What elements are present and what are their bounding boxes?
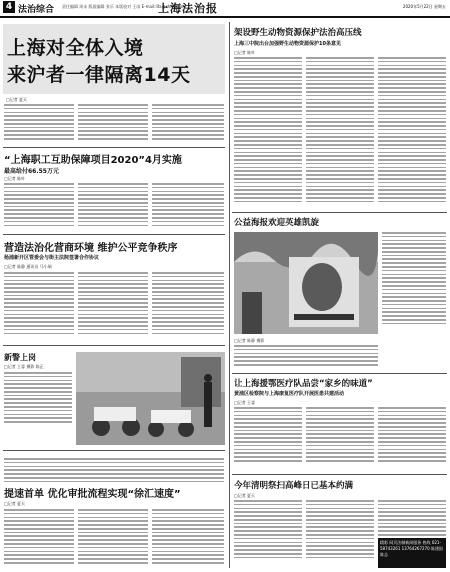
issue-date: 2020年5月22日 星期五: [402, 4, 446, 9]
divider: [232, 373, 447, 374]
wildlife-subtitle: 上海三中院出台加强野生动物资源保护10条意见: [234, 41, 341, 47]
lead-title-line-1: 上海对全体入境: [7, 37, 144, 59]
mutual-body-col-2: [78, 183, 148, 226]
column-divider: [229, 22, 230, 568]
business-subtitle: 杨浦新开区管委会与街主法院签署合作协议: [4, 255, 100, 261]
section-title: 法治综合: [18, 5, 55, 15]
medical-body-col-1: [234, 407, 302, 462]
mutual-body-col-3: [152, 183, 224, 226]
business-byline: □记者 陈静 通讯员 马小瑞: [4, 264, 52, 269]
jiading-body-col-3: [152, 509, 224, 564]
mutual-subtitle: 最高给付66.55万元: [4, 168, 59, 175]
business-body-col-3: [152, 272, 224, 334]
medical-body-col-2: [306, 407, 374, 462]
mutual-title: “上海职工互助保障项目2020”4月实施: [4, 155, 182, 166]
jiading-body-col-2: [78, 509, 148, 564]
business-body-col-2: [78, 272, 148, 334]
wildlife-body-col-3: [378, 57, 446, 202]
editor-info: 责任编辑 周末 版面编辑 张乐 本版校对 王雨 E-mail:lifa@shfzb.com: [62, 4, 187, 9]
divider: [3, 450, 225, 451]
qingming-body-col-3: [378, 500, 446, 536]
heroes-caption: □记者 陈静 摄影: [234, 338, 265, 343]
medical-subtitle: 黄浦区检察院与上海康复医疗队开展医患共建活动: [234, 391, 345, 397]
qingming-byline: □记者 夏天: [234, 493, 256, 498]
lead-title-line-2: 来沪者一律隔离14天: [7, 64, 191, 86]
lead-body-col-1: [4, 104, 74, 140]
police-photo: [76, 352, 225, 445]
page-number: 4: [3, 1, 15, 13]
divider: [232, 212, 447, 213]
divider: [3, 147, 225, 148]
qingming-title: 今年清明祭扫高峰日已基本约满: [234, 481, 354, 491]
divider: [232, 474, 447, 475]
business-body-col-1: [4, 272, 74, 334]
jiading-title: 提速首单 优化审批流程实现“徐汇速度”: [4, 489, 181, 500]
masthead: 上海法治报: [158, 2, 218, 15]
medical-title: 让上海援鄂医疗队品尝“家乡的味道”: [234, 379, 373, 389]
lead-body-col-2: [78, 104, 148, 140]
wildlife-byline: □记者 陈叶: [234, 50, 256, 55]
heroes-side-body: [382, 232, 446, 324]
medical-body-col-3: [378, 407, 446, 462]
lead-body-col-3: [152, 104, 224, 140]
qingming-body-col-1: [234, 500, 302, 558]
wildlife-body-col-2: [306, 57, 374, 202]
medical-byline: □记者 王睿: [234, 400, 256, 405]
divider: [3, 345, 225, 346]
qingming-body-col-2: [306, 500, 374, 558]
divider: [3, 234, 225, 235]
heroes-title: 公益海报欢迎英雄凯旋: [234, 218, 320, 228]
jiading-body-col-1: [4, 509, 74, 564]
advertisement-box: 精彩 网页法制新闻服务 热线 021-58743261 13764267270 陈建国 陈志: [378, 538, 446, 568]
heroes-poster-photo: [234, 232, 378, 334]
business-title: 营造法治化营商环境 维护公平竞争秩序: [4, 243, 178, 254]
heroes-caption-body: [234, 345, 378, 366]
wildlife-title: 架设野生动物资源保护法治高压线: [234, 28, 362, 38]
mutual-byline: □记者 陈叶: [4, 176, 26, 181]
guard-byline: □记者 王睿 摄影 陈正: [4, 364, 44, 369]
wildlife-body-col-1: [234, 57, 302, 202]
guard-title: 新警上岗: [4, 353, 36, 362]
guard-body-continued: [4, 458, 224, 482]
guard-caption-body: [4, 372, 72, 423]
lead-byline: □记者 夏天: [6, 97, 28, 102]
mutual-body-col-1: [4, 183, 74, 226]
jiading-byline: □记者 夏天: [4, 501, 26, 506]
